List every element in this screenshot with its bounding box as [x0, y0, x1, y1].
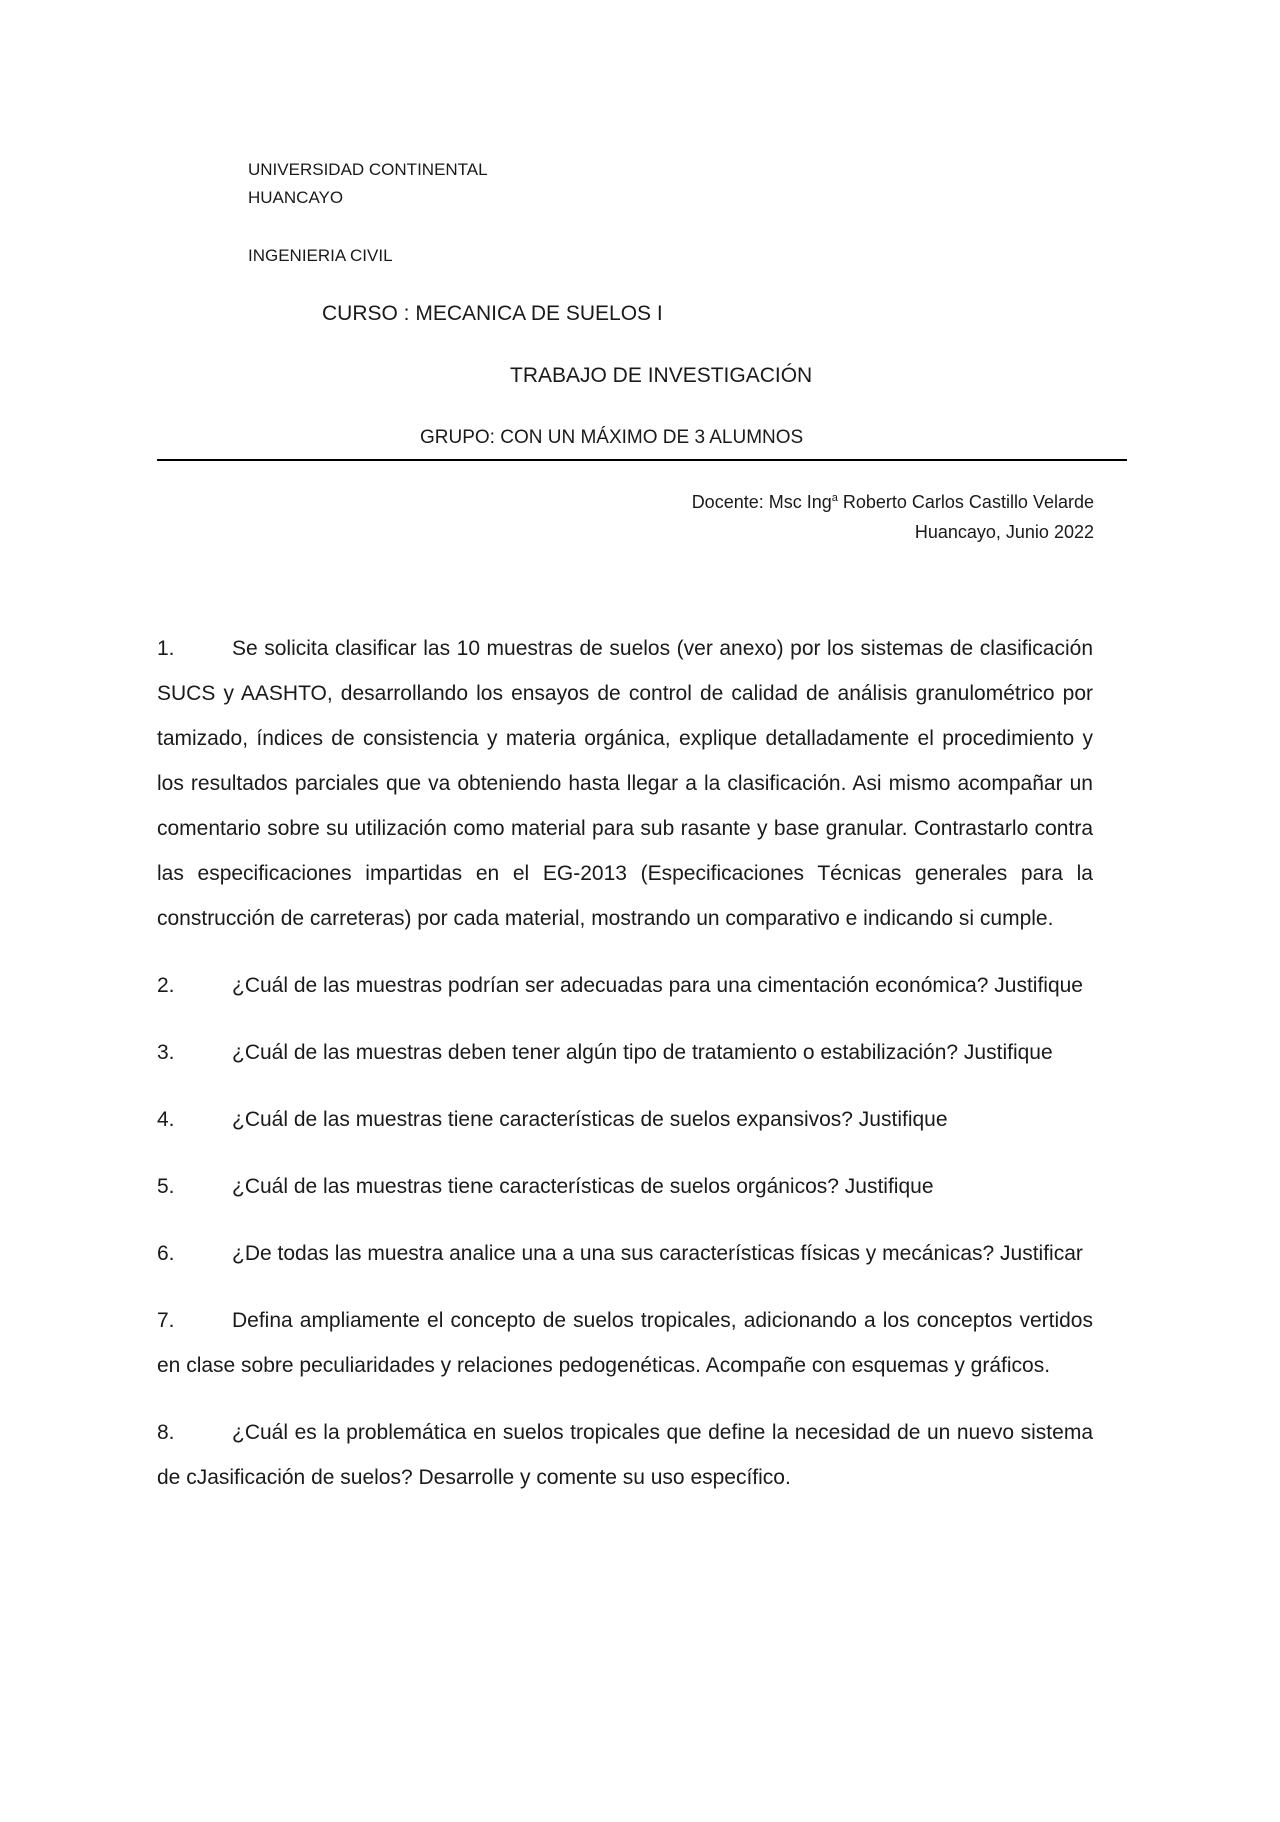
- teacher-prefix: Docente: Msc Ing: [691, 492, 832, 512]
- question-number: 2.: [157, 974, 175, 997]
- group-note: GRUPO: CON UN MÁXIMO DE 3 ALUMNOS: [420, 427, 804, 448]
- university-name: UNIVERSIDAD CONTINENTAL: [248, 160, 488, 179]
- question-item: [157, 1030, 1093, 1075]
- question-text: ¿Cuál de las muestras tiene características de suelos orgánicos? Justifique: [232, 1175, 934, 1198]
- question-text: ¿Cuál de las muestras tiene características de suelos expansivos? Justifique: [232, 1108, 948, 1131]
- teacher-name: Roberto Carlos Castillo Velarde: [837, 492, 1094, 512]
- place-date: Huancayo, Junio 2022: [914, 522, 1094, 542]
- question-number: 5.: [157, 1175, 175, 1198]
- question-item: [157, 1410, 1093, 1500]
- question-item: [157, 1231, 1093, 1276]
- question-text: ¿Cuál de las muestras deben tener algún tipo de tratamiento o estabilización? Justifique: [232, 1041, 1053, 1064]
- course-title: CURSO : MECANICA DE SUELOS I: [322, 302, 663, 325]
- question-number: 1.: [157, 637, 175, 660]
- document-title: TRABAJO DE INVESTIGACIÓN: [510, 364, 813, 387]
- question-item: [157, 1097, 1093, 1142]
- question-item: [157, 626, 1093, 941]
- question-item: [157, 1164, 1093, 1209]
- career-name: INGENIERIA CIVIL: [248, 246, 393, 265]
- teacher-superscript: a: [831, 492, 838, 504]
- header-divider: [157, 459, 1127, 461]
- question-text: ¿Cuál de las muestras podrían ser adecuadas para una cimentación económica? Justifique: [232, 974, 1083, 997]
- question-item: [157, 1298, 1093, 1388]
- question-text: Se solicita clasificar las 10 muestras de suelos (ver anexo) por los sistemas de clasificación SUCS y AASHTO, desarrollando los ensayos de control de calidad de análisis granulométrico por tamizado, índices de consistencia y materia orgánica, explique detalladamente el procedimiento y los resultados parciales que va obteniendo hasta llegar a la clasificación. Asi mismo acompañar un comentario sobre su utilización como material para sub rasante y base granular. Contrastarlo contra las especificaciones impartidas en el EG-2013 (Especificaciones Técnicas generales para la construcción de carreteras) por cada material, mostrando un comparativo e indicando si cumple.: [157, 637, 1093, 930]
- question-item: [157, 963, 1093, 1008]
- question-list: [157, 626, 1093, 1522]
- question-text: ¿De todas las muestra analice una a una sus características físicas y mecánicas? Justificar: [232, 1242, 1083, 1265]
- question-number: 3.: [157, 1041, 175, 1064]
- question-number: 4.: [157, 1108, 175, 1131]
- question-number: 6.: [157, 1242, 175, 1265]
- question-text: Defina ampliamente el concepto de suelos tropicales, adicionando a los conceptos vertidos en clase sobre peculiaridades y relaciones pedogenéticas. Acompañe con esquemas y gráficos.: [157, 1309, 1093, 1377]
- city-name: HUANCAYO: [248, 188, 344, 207]
- question-number: 7.: [157, 1309, 175, 1332]
- teacher-line: [692, 492, 1094, 513]
- question-text: ¿Cuál es la problemática en suelos tropicales que define la necesidad de un nuevo sistema de cJasificación de suelos? Desarrolle y comente su uso específico.: [157, 1421, 1093, 1489]
- question-number: 8.: [157, 1421, 175, 1444]
